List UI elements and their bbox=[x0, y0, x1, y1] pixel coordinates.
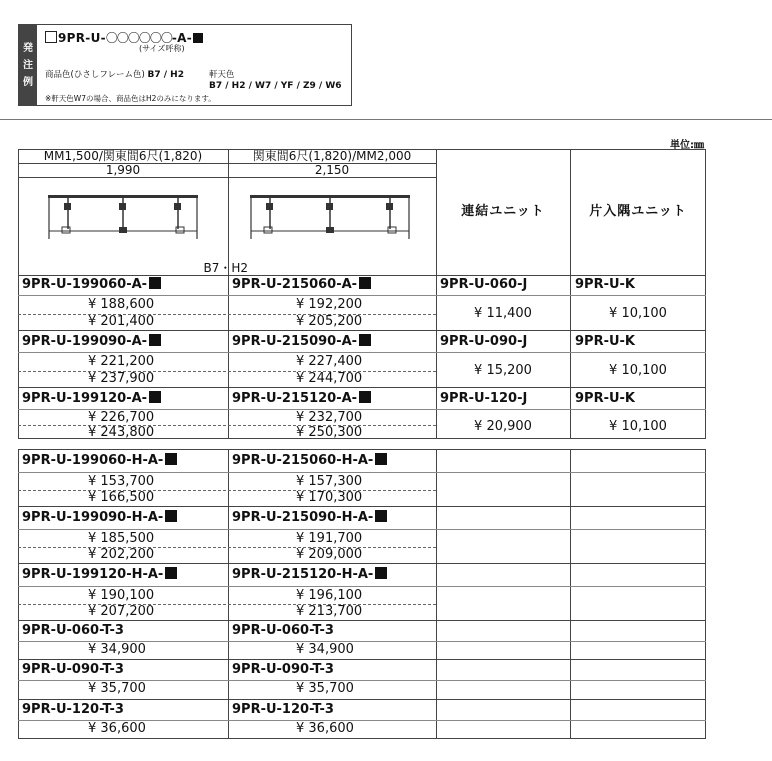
row-line bbox=[18, 472, 706, 473]
col1-title: MM1,500/関東間6尺(1,820) bbox=[43, 149, 203, 163]
order-example-label bbox=[19, 25, 37, 105]
color-swatch-icon bbox=[375, 510, 387, 522]
row-line bbox=[18, 620, 706, 621]
product-code-text: 9PR-U-199090-A- bbox=[22, 334, 148, 349]
product-code-text: 9PR-U-215120-H-A- bbox=[232, 567, 374, 582]
product-code: 9PR-U-120-T-3 bbox=[22, 702, 124, 717]
row-line bbox=[18, 563, 706, 564]
price: ¥ 10,100 bbox=[609, 419, 667, 434]
dashed-separator bbox=[18, 314, 436, 315]
product-code: 9PR-U-120-J bbox=[440, 391, 528, 406]
dashed-separator bbox=[18, 547, 436, 548]
product-code-text: 9PR-U-199120-H-A- bbox=[22, 567, 164, 582]
product-code: 9PR-U-K bbox=[575, 391, 636, 406]
row-line bbox=[18, 699, 706, 700]
row-line bbox=[18, 330, 706, 331]
product-code-text: 9PR-U-199060-A- bbox=[22, 277, 148, 292]
col4-title: 片入隅ユニット bbox=[589, 204, 687, 219]
side-char-2: 注 bbox=[23, 59, 33, 71]
price-table bbox=[18, 149, 706, 739]
order-example-box bbox=[18, 24, 352, 106]
price: ¥ 192,200 bbox=[296, 297, 363, 312]
example-code-circles: 〇〇〇〇〇〇 bbox=[105, 31, 172, 45]
side-char-1: 発 bbox=[23, 42, 33, 54]
product-code-text: 9PR-U-215120-A- bbox=[232, 391, 358, 406]
col2-title: 関東間6尺(1,820)/MM2,000 bbox=[252, 149, 412, 163]
color-label: B7・H2 bbox=[203, 261, 248, 275]
roof-color-label: 軒天色 bbox=[209, 70, 235, 80]
price: ¥ 232,700 bbox=[296, 410, 363, 425]
product-code bbox=[232, 277, 371, 292]
product-code: 9PR-U-090-T-3 bbox=[232, 662, 334, 677]
product-code: 9PR-U-K bbox=[575, 334, 636, 349]
price: ¥ 188,600 bbox=[88, 297, 155, 312]
price: ¥ 11,400 bbox=[474, 306, 532, 321]
product-code bbox=[232, 453, 387, 468]
product-code bbox=[22, 391, 161, 406]
product-code bbox=[22, 510, 177, 525]
row-line bbox=[436, 295, 706, 296]
color-swatch-icon bbox=[375, 453, 387, 465]
price: ¥ 201,400 bbox=[88, 314, 155, 329]
product-code: 9PR-U-120-T-3 bbox=[232, 702, 334, 717]
price: ¥ 15,200 bbox=[474, 363, 532, 378]
product-code: 9PR-U-K bbox=[575, 277, 636, 292]
price: ¥ 191,700 bbox=[296, 531, 363, 546]
dashed-separator bbox=[18, 604, 436, 605]
example-footnote: ※軒天色W7の場合、商品色はH2のみになります。 bbox=[45, 94, 216, 103]
row-line bbox=[436, 352, 706, 353]
row-line bbox=[18, 586, 706, 587]
row-line bbox=[18, 387, 706, 388]
product-code: 9PR-U-060-T-3 bbox=[22, 623, 124, 638]
product-code bbox=[232, 391, 371, 406]
color-swatch-icon bbox=[359, 277, 371, 289]
price: ¥ 185,500 bbox=[88, 531, 155, 546]
roof-color-values: B7 / H2 / W7 / YF / Z9 / W6 bbox=[209, 81, 342, 91]
product-code-text: 9PR-U-215060-A- bbox=[232, 277, 358, 292]
product-code bbox=[22, 567, 177, 582]
col-divider bbox=[436, 449, 437, 739]
example-code-suffix: -A- bbox=[171, 31, 193, 45]
product-code bbox=[22, 453, 177, 468]
section-divider bbox=[0, 119, 772, 120]
price: ¥ 170,300 bbox=[296, 490, 363, 505]
product-code-text: 9PR-U-215090-A- bbox=[232, 334, 358, 349]
price: ¥ 34,900 bbox=[88, 642, 146, 657]
row-line bbox=[18, 529, 706, 530]
price: ¥ 153,700 bbox=[88, 474, 155, 489]
header-line bbox=[18, 177, 436, 178]
color-swatch-icon bbox=[165, 453, 177, 465]
color-swatch-icon bbox=[165, 567, 177, 579]
dashed-separator bbox=[18, 490, 436, 491]
price: ¥ 10,100 bbox=[609, 363, 667, 378]
price: ¥ 196,100 bbox=[296, 588, 363, 603]
size-note: (サイズ呼称) bbox=[139, 44, 185, 53]
color-swatch-icon bbox=[359, 334, 371, 346]
row-line bbox=[18, 352, 436, 353]
col1-width: 1,990 bbox=[105, 163, 141, 177]
product-code-text: 9PR-U-215090-H-A- bbox=[232, 510, 374, 525]
product-code bbox=[232, 334, 371, 349]
price: ¥ 244,700 bbox=[296, 371, 363, 386]
price: ¥ 221,200 bbox=[88, 354, 155, 369]
price: ¥ 157,300 bbox=[296, 474, 363, 489]
price: ¥ 209,000 bbox=[296, 547, 363, 562]
product-code-text: 9PR-U-199060-H-A- bbox=[22, 453, 164, 468]
col2-width: 2,150 bbox=[314, 163, 350, 177]
price: ¥ 213,700 bbox=[296, 604, 363, 619]
product-code bbox=[232, 510, 387, 525]
price: ¥ 35,700 bbox=[88, 681, 146, 696]
row-line bbox=[18, 506, 706, 507]
canopy-front-drawing-1990 bbox=[48, 191, 198, 243]
header-line bbox=[18, 275, 706, 276]
row-line bbox=[436, 409, 706, 410]
row-line bbox=[18, 409, 436, 410]
dashed-separator bbox=[18, 425, 436, 426]
price: ¥ 10,100 bbox=[609, 306, 667, 321]
color-swatch-icon bbox=[149, 277, 161, 289]
product-code-text: 9PR-U-215060-H-A- bbox=[232, 453, 374, 468]
color-swatch-icon bbox=[375, 567, 387, 579]
product-code: 9PR-U-090-J bbox=[440, 334, 528, 349]
price: ¥ 207,200 bbox=[88, 604, 155, 619]
price: ¥ 36,600 bbox=[296, 721, 354, 736]
price: ¥ 250,300 bbox=[296, 425, 363, 440]
example-code-prefix: 9PR-U- bbox=[58, 31, 106, 45]
price: ¥ 190,100 bbox=[88, 588, 155, 603]
price: ¥ 243,800 bbox=[88, 425, 155, 440]
canopy-front-drawing-2150 bbox=[250, 191, 410, 243]
price: ¥ 205,200 bbox=[296, 314, 363, 329]
col-divider bbox=[228, 449, 229, 739]
col3-title: 連結ユニット bbox=[461, 204, 545, 219]
product-code bbox=[22, 334, 161, 349]
product-code-text: 9PR-U-199090-H-A- bbox=[22, 510, 164, 525]
price: ¥ 166,500 bbox=[88, 490, 155, 505]
product-code bbox=[22, 277, 161, 292]
price: ¥ 202,200 bbox=[88, 547, 155, 562]
price: ¥ 227,400 bbox=[296, 354, 363, 369]
price: ¥ 20,900 bbox=[474, 419, 532, 434]
price: ¥ 36,600 bbox=[88, 721, 146, 736]
side-char-3: 例 bbox=[23, 76, 33, 88]
price: ¥ 237,900 bbox=[88, 371, 155, 386]
frame-color-values: B7 / H2 bbox=[147, 70, 184, 80]
row-line bbox=[18, 659, 706, 660]
price: ¥ 34,900 bbox=[296, 642, 354, 657]
color-box-filled-icon bbox=[193, 33, 203, 43]
product-code bbox=[232, 567, 387, 582]
color-swatch-icon bbox=[149, 334, 161, 346]
product-code-text: 9PR-U-199120-A- bbox=[22, 391, 148, 406]
product-code: 9PR-U-060-J bbox=[440, 277, 528, 292]
color-swatch-icon bbox=[149, 391, 161, 403]
unit-label: 単位:㎜ bbox=[670, 140, 704, 151]
price: ¥ 35,700 bbox=[296, 681, 354, 696]
color-swatch-icon bbox=[165, 510, 177, 522]
frame-color-note bbox=[45, 68, 184, 80]
col-divider bbox=[228, 149, 229, 439]
row-line bbox=[18, 295, 436, 296]
product-code: 9PR-U-060-T-3 bbox=[232, 623, 334, 638]
price: ¥ 226,700 bbox=[88, 410, 155, 425]
col-divider bbox=[570, 449, 571, 739]
color-swatch-icon bbox=[359, 391, 371, 403]
product-code: 9PR-U-090-T-3 bbox=[22, 662, 124, 677]
color-box-empty-icon bbox=[45, 31, 57, 43]
dashed-separator bbox=[18, 371, 436, 372]
frame-color-label: 商品色(ひさしフレーム色) bbox=[45, 70, 145, 80]
